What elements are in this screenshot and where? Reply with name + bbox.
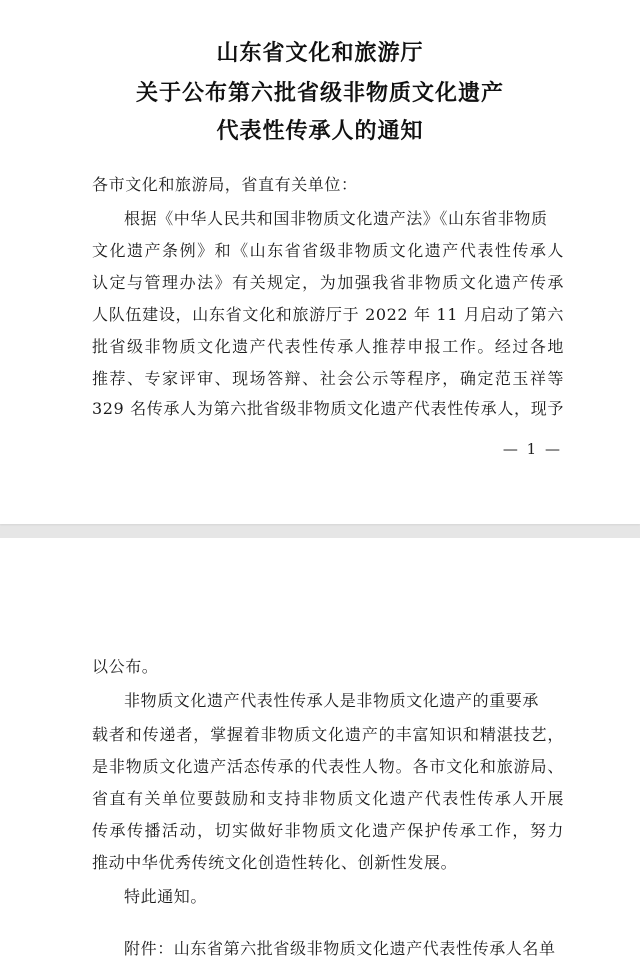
continuation-text: 以公布。 bbox=[92, 657, 159, 676]
body-line: 推动中华优秀传统文化创造性转化、创新性发展。 bbox=[92, 853, 458, 872]
closing-text: 特此通知。 bbox=[124, 887, 208, 906]
body-line: 载者和传递者，掌握着非物质文化遗产的丰富知识和精湛技艺， bbox=[92, 725, 564, 744]
document-title-line-1: 山东省文化和旅游厅 bbox=[216, 41, 424, 66]
body-line: 是非物质文化遗产活态传承的代表性人物。各市文化和旅游局、 bbox=[92, 757, 564, 776]
body-line: 非物质文化遗产代表性传承人是非物质文化遗产的重要承 bbox=[124, 691, 540, 710]
salutation: 各市文化和旅游局，省直有关单位： bbox=[92, 175, 358, 194]
body-line: 省直有关单位要鼓励和支持非物质文化遗产代表性传承人开展 bbox=[92, 789, 564, 808]
body-line: 329 名传承人为第六批省级非物质文化遗产代表性传承人，现予 bbox=[92, 399, 564, 418]
body-line: 根据《中华人民共和国非物质文化遗产法》《山东省非物质 bbox=[124, 209, 548, 228]
page-number: — 1 — bbox=[502, 440, 562, 458]
body-line: 人队伍建设，山东省文化和旅游厅于 2022 年 11 月启动了第六 bbox=[92, 305, 564, 324]
body-line: 传承传播活动，切实做好非物质文化遗产保护传承工作，努力 bbox=[92, 821, 564, 840]
document-page-2 bbox=[0, 538, 640, 966]
body-line: 批省级非物质文化遗产代表性传承人推荐申报工作。经过各地 bbox=[92, 337, 564, 356]
body-line: 文化遗产条例》和《山东省省级非物质文化遗产代表性传承人 bbox=[92, 241, 564, 260]
attachment-line: 附件：山东省第六批省级非物质文化遗产代表性传承人名单 bbox=[124, 939, 556, 958]
document-title-line-3: 代表性传承人的通知 bbox=[216, 119, 424, 144]
body-line: 认定与管理办法》有关规定，为加强我省非物质文化遗产传承 bbox=[92, 273, 564, 292]
document-title-line-2: 关于公布第六批省级非物质文化遗产 bbox=[135, 81, 504, 106]
body-line: 推荐、专家评审、现场答辩、社会公示等程序，确定范玉祥等 bbox=[92, 369, 564, 388]
